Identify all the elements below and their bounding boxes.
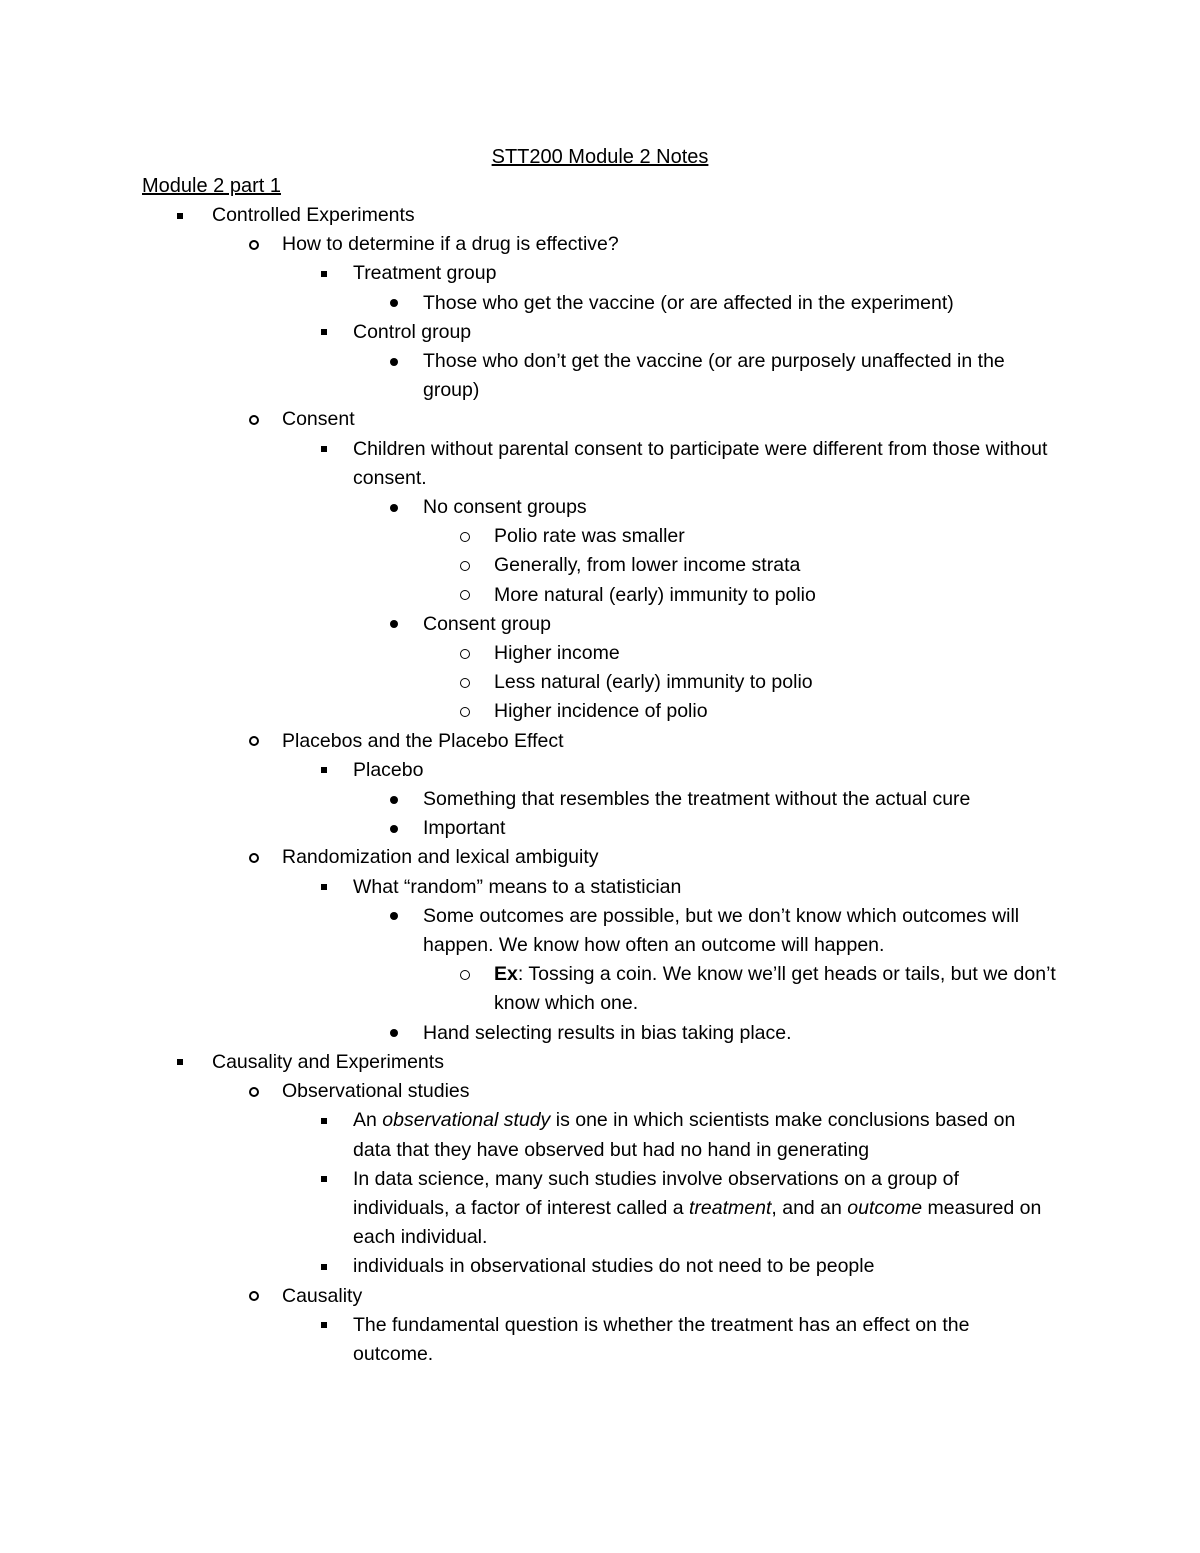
list-item: Observational studies [0, 1077, 1052, 1106]
list-item: Important [0, 814, 1058, 843]
list-item: Polio rate was smaller [0, 522, 1059, 551]
square-bullet-icon [314, 756, 334, 785]
hollow-bullet-icon [455, 697, 475, 726]
ring-bullet-icon [244, 405, 264, 434]
list-item: What “random” means to a statistician [0, 873, 1053, 902]
square-bullet-icon [314, 1311, 334, 1340]
list-item: Placebos and the Placebo Effect [0, 727, 1052, 756]
square-bullet-icon [314, 873, 334, 902]
list-item: Controlled Experiments [0, 201, 1052, 230]
list-item: Generally, from lower income strata [0, 551, 1059, 580]
page-title: STT200 Module 2 Notes [491, 146, 709, 168]
list-item: More natural (early) immunity to polio [0, 581, 1059, 610]
list-item: Placebo [0, 756, 1053, 785]
square-bullet-icon [314, 435, 334, 464]
list-item: Those who don’t get the vaccine (or are purposely unaffected in the group) [0, 347, 1058, 405]
list-item: Consent group [0, 610, 1058, 639]
dot-bullet-icon [384, 610, 404, 639]
dot-bullet-icon [384, 347, 404, 376]
square-bullet-icon [170, 201, 190, 230]
ring-bullet-icon [244, 1282, 264, 1311]
square-bullet-icon [314, 259, 334, 288]
list-item: Consent [0, 405, 1052, 434]
dot-bullet-icon [384, 814, 404, 843]
list-item: Children without parental consent to participate were different from those without consent. [0, 435, 1053, 493]
ring-bullet-icon [244, 843, 264, 872]
square-bullet-icon [314, 318, 334, 347]
list-item: Higher income [0, 639, 1059, 668]
list-item: No consent groups [0, 493, 1058, 522]
hollow-bullet-icon [455, 581, 475, 610]
list-item: Some outcomes are possible, but we don’t know which outcomes will happen. We know how often an outcome will happen. [0, 902, 1058, 960]
list-item: The fundamental question is whether the treatment has an effect on the outcome. [0, 1311, 1053, 1369]
list-item: An observational study is one in which scientists make conclusions based on data that they have observed but had no hand in generating [0, 1106, 1053, 1164]
list-item: Control group [0, 318, 1053, 347]
list-item: Less natural (early) immunity to polio [0, 668, 1059, 697]
dot-bullet-icon [384, 785, 404, 814]
hollow-bullet-icon [455, 551, 475, 580]
list-item: In data science, many such studies involve observations on a group of individuals, a factor of interest called a treatment, and an outcome measured on each individual. [0, 1165, 1053, 1253]
dot-bullet-icon [384, 493, 404, 522]
section-heading: Module 2 part 1 [142, 175, 281, 197]
list-item: Treatment group [0, 259, 1053, 288]
square-bullet-icon [314, 1106, 334, 1135]
list-item: Something that resembles the treatment without the actual cure [0, 785, 1058, 814]
list-item: How to determine if a drug is effective? [0, 230, 1052, 259]
hollow-bullet-icon [455, 522, 475, 551]
square-bullet-icon [170, 1048, 190, 1077]
dot-bullet-icon [384, 289, 404, 318]
list-item: Hand selecting results in bias taking place. [0, 1019, 1058, 1048]
hollow-bullet-icon [455, 639, 475, 668]
square-bullet-icon [314, 1165, 334, 1194]
list-item: individuals in observational studies do not need to be people [0, 1252, 1053, 1281]
list-item: Causality [0, 1282, 1052, 1311]
hollow-bullet-icon [455, 668, 475, 697]
list-item: Causality and Experiments [0, 1048, 1052, 1077]
ring-bullet-icon [244, 727, 264, 756]
notes-outline [0, 201, 1200, 1369]
dot-bullet-icon [384, 902, 404, 931]
list-item: Those who get the vaccine (or are affected in the experiment) [0, 289, 1058, 318]
hollow-bullet-icon [455, 960, 475, 989]
ring-bullet-icon [244, 230, 264, 259]
list-item: Higher incidence of polio [0, 697, 1059, 726]
example-label: Ex [494, 963, 518, 986]
square-bullet-icon [314, 1252, 334, 1281]
list-item: Randomization and lexical ambiguity [0, 843, 1052, 872]
ring-bullet-icon [244, 1077, 264, 1106]
dot-bullet-icon [384, 1019, 404, 1048]
list-item: Ex: Tossing a coin. We know we’ll get heads or tails, but we don’t know which one. [0, 960, 1059, 1018]
